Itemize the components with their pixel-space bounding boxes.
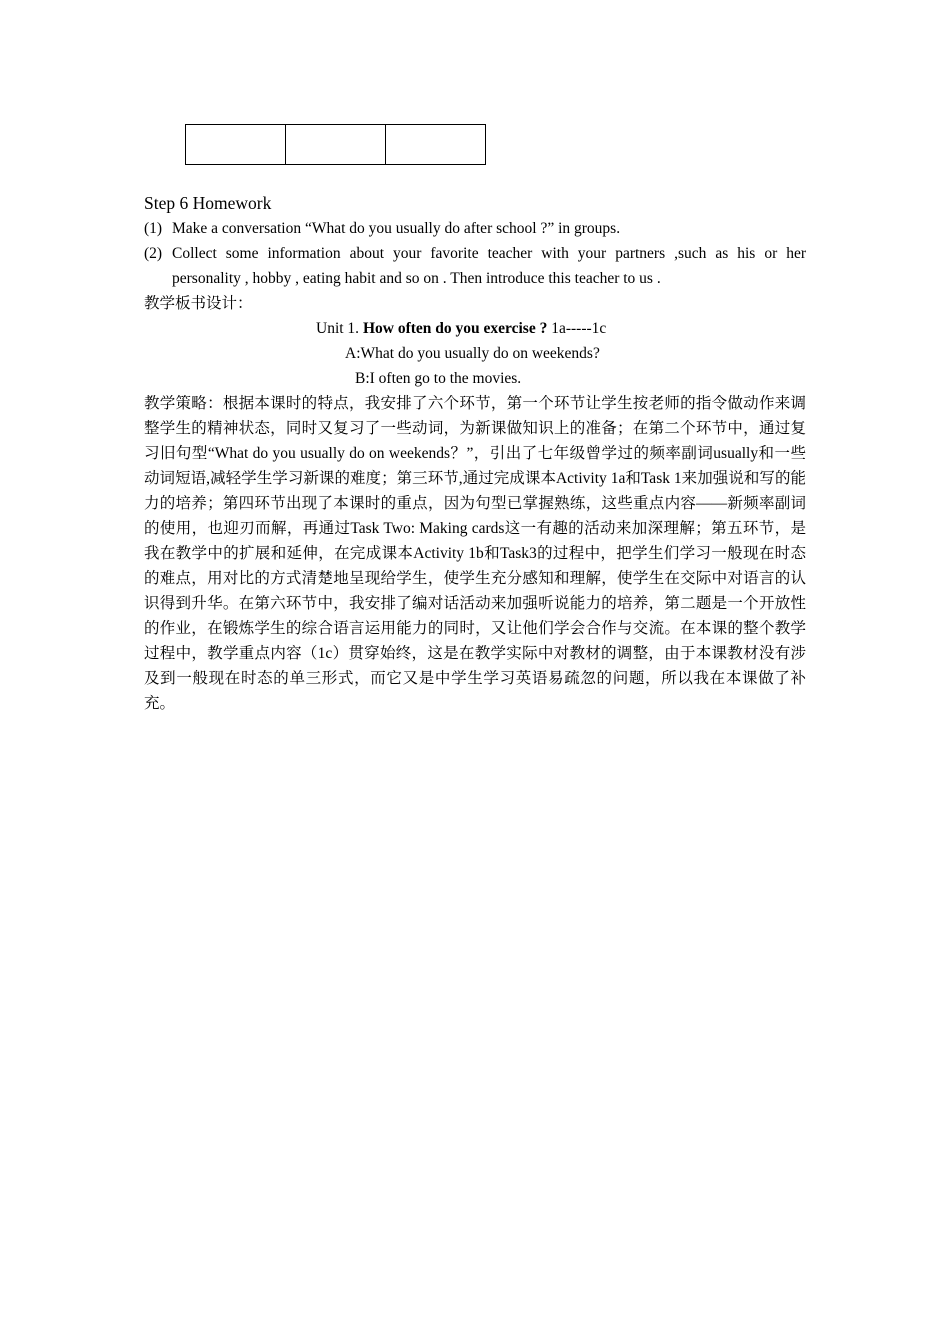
table-row	[186, 125, 486, 165]
board-line-a: A:What do you usually do on weekends?	[345, 345, 600, 362]
teaching-strategy-paragraph: 教学策略：根据本课时的特点，我安排了六个环节，第一个环节让学生按老师的指令做动作来调整学生的精神状态，同时又复习了一些动词，为新课做知识上的准备；在第二个环节中，通过复习旧句型“What do you usually do on weekends？”，引出了七年级曾学过的频率副词usually和一些动词短语,减轻学生学习新课的难度；第三环节,通过完成课本Activity 1a和Task 1来加强说和写的能力的培养；第四环节出现了本课时的重点，因为句型已掌握熟练，这些重点内容——新频率副词的使用，也迎刃而解，再通过Task Two: Making cards这一有趣的活动来加深理解；第五环节，是我在教学中的扩展和延伸，在完成课本Activity 1b和Task3的过程中，把学生们学习一般现在时态的难点，用对比的方式清楚地呈现给学生，使学生充分感知和理解，使学生在交际中对语言的认识得到升华。在第六环节中，我安排了编对话活动来加强听说能力的培养，第二题是一个开放性的作业，在锻炼学生的综合语言运用能力的同时，又让他们学会合作与交流。在本课的整个教学过程中，教学重点内容（1c）贯穿始终，这是在教学实际中对教材的调整，由于本课教材没有涉及到一般现在时态的单三形式，而它又是中学生学习英语易疏忽的问题，所以我在本课做了补充。	[144, 395, 806, 712]
homework-item-number: (2)	[144, 245, 163, 262]
board-unit-suffix: 1a-----1c	[547, 320, 607, 337]
board-line-b: B:I often go to the movies.	[355, 370, 522, 387]
homework-item-1	[144, 216, 806, 241]
board-unit-title: How often do you exercise ?	[362, 320, 548, 337]
document-content	[144, 191, 806, 716]
table-cell	[386, 125, 486, 165]
table-cell	[186, 125, 286, 165]
homework-item-text: Make a conversation “What do you usually do after school ?” in groups.	[172, 220, 621, 237]
homework-item-2	[144, 241, 806, 291]
table-cell	[286, 125, 386, 165]
homework-item-number: (1)	[144, 220, 163, 237]
board-unit-line	[144, 316, 806, 341]
board-design-label: 教学板书设计：	[144, 295, 253, 312]
step6-heading: Step 6 Homework	[144, 193, 272, 213]
blank-table	[185, 124, 486, 165]
board-unit-prefix: Unit 1.	[316, 320, 363, 337]
homework-item-text: Collect some information about your favorite teacher with your partners ,such as his or her personality , hobby , eating habit and so on . Then introduce this teacher to us .	[172, 245, 806, 287]
